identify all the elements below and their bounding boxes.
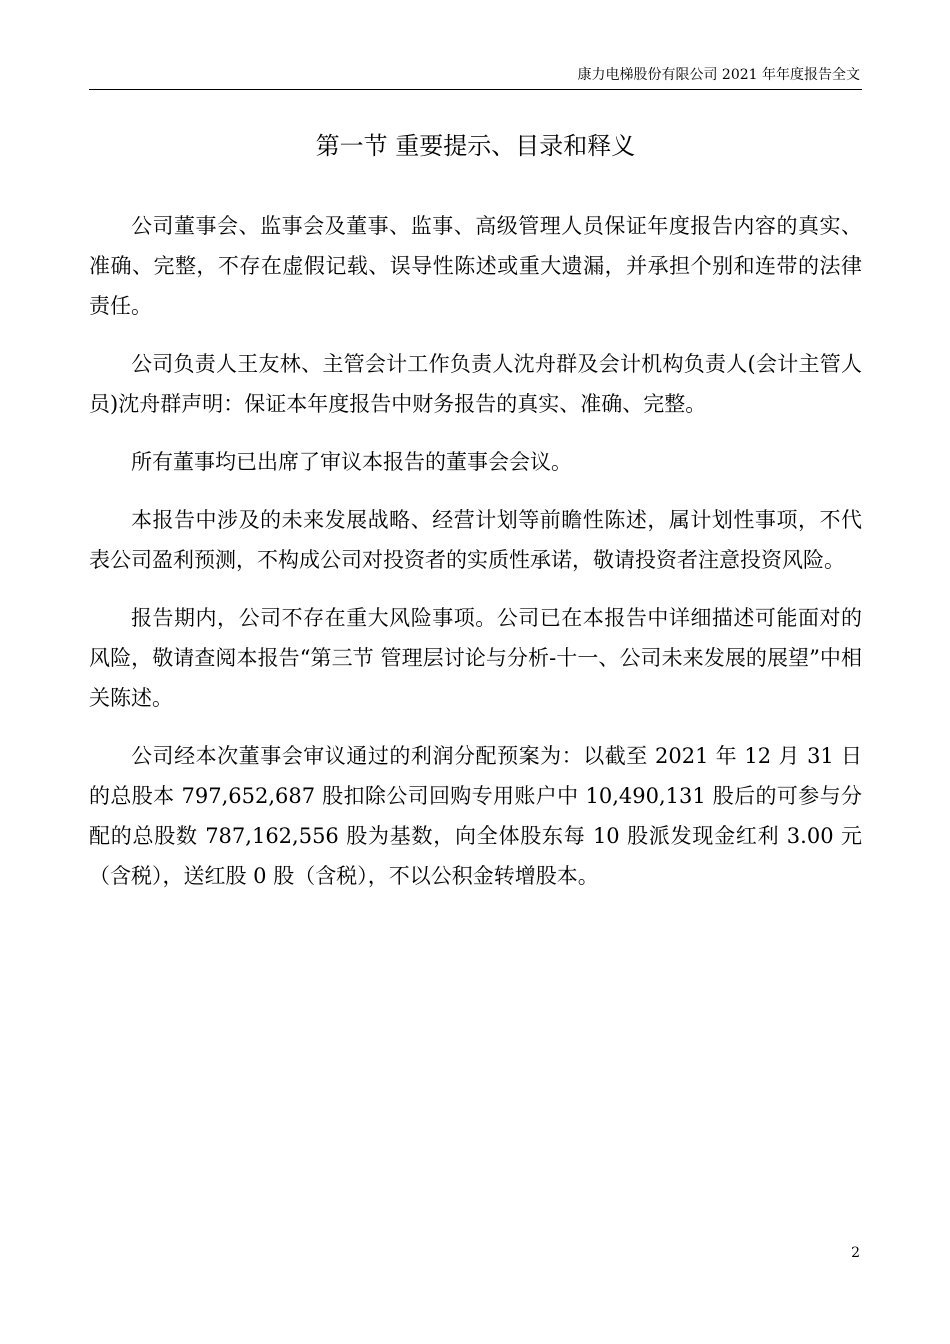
paragraph-forward-looking: 本报告中涉及的未来发展战略、经营计划等前瞻性陈述，属计划性事项，不代表公司盈利预测，不构成公司对投资者的实质性承诺，敬请投资者注意投资风险。 xyxy=(89,508,862,572)
running-header xyxy=(89,64,862,90)
paragraph-board-attendance: 所有董事均已出席了审议本报告的董事会会议。 xyxy=(131,450,572,474)
body-text xyxy=(89,206,862,914)
page-number: 2 xyxy=(851,1245,860,1261)
running-header-title: 康力电梯股份有限公司 2021 年年度报告全文 xyxy=(577,67,860,83)
paragraph-risk-notice: 报告期内，公司不存在重大风险事项。公司已在本报告中详细描述可能面对的风险，敬请查阅本报告“第三节 管理层讨论与分析-十一、公司未来发展的展望”中相关陈述。 xyxy=(89,606,862,710)
paragraph-responsibility-statement: 公司董事会、监事会及董事、监事、高级管理人员保证年度报告内容的真实、准确、完整，不存在虚假记载、误导性陈述或重大遗漏，并承担个别和连带的法律责任。 xyxy=(89,214,862,318)
section-title: 第一节 重要提示、目录和释义 xyxy=(315,132,636,160)
paragraph-financial-declaration: 公司负责人王友林、主管会计工作负责人沈舟群及会计机构负责人(会计主管人员)沈舟群声明：保证本年度报告中财务报告的真实、准确、完整。 xyxy=(89,352,862,416)
paragraph-profit-distribution: 公司经本次董事会审议通过的利润分配预案为：以截至 2021 年 12 月 31 日的总股本 797,652,687 股扣除公司回购专用账户中 10,490,131 股后的可参与分配的总股数 787,162,556 股为基数，向全体股东每 10 股派发现金红利 3.00 元（含税），送红股 0 股（含税），不以公积金转增股本。 xyxy=(89,744,862,888)
